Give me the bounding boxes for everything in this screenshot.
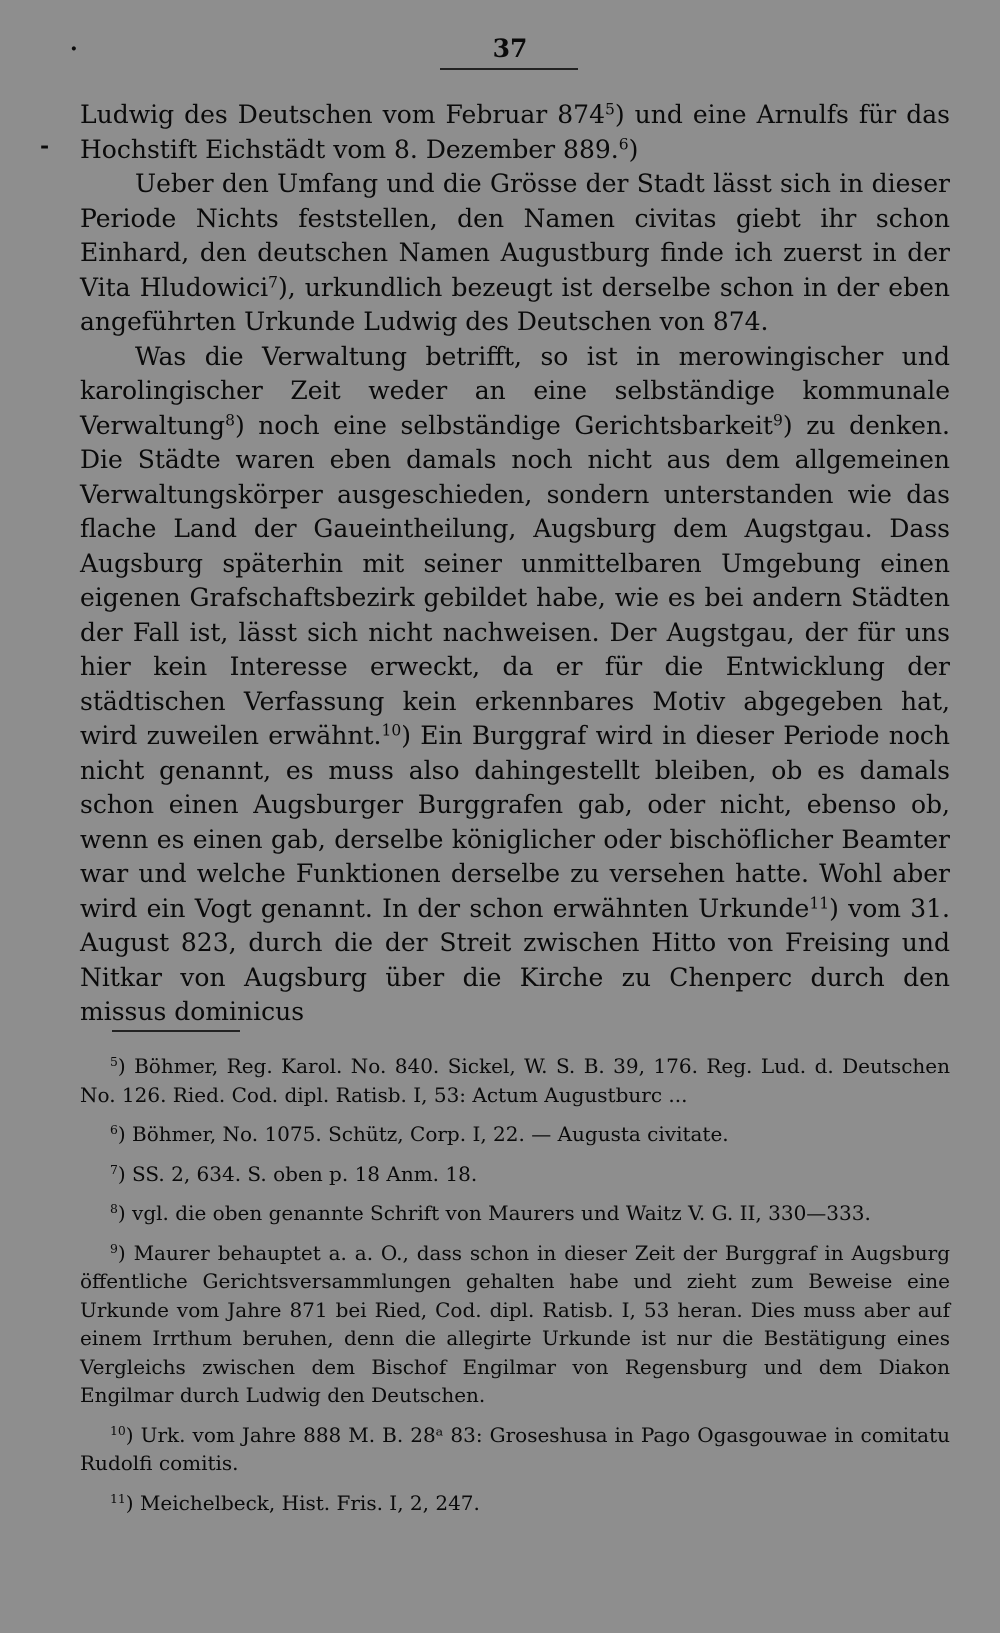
- footnote-separator: [112, 1030, 240, 1032]
- footnote: $^7$) SS. 2, 634. S. oben p. 18 Anm. 18.: [110, 1161, 478, 1186]
- footnote: $^8$) vgl. die oben genannte Schrift von Maurers und Waitz V. G. II, 330—333.: [110, 1201, 871, 1225]
- page-number-rule: [440, 68, 578, 70]
- footnote-mark: 9: [110, 1240, 118, 1256]
- footnote-mark: 11: [110, 1490, 126, 1506]
- footnote-ref: 8: [225, 410, 235, 429]
- footnote-ref: 6: [618, 134, 629, 153]
- page-number: 37: [492, 34, 528, 63]
- paragraph: Ueber den Umfang und die Grösse der Stadt lässt sich in dieser Periode Nichts feststellen, den Namen civitas giebt ihr schon Einhard, den deutschen Namen Augustburg finde ich zuerst in der Vita Hludowici$^7$), urkundlich bezeugt ist derselbe schon in der eben angeführten Urkunde Ludwig des Deutschen von 874.: [80, 169, 951, 336]
- footnote-mark: 10: [110, 1422, 126, 1438]
- paragraph: Ludwig des Deutschen vom Februar $874^5$) und eine Arnulfs für das Hochstift Eichstädt vom 8. Dezember 889.$^6$): [80, 100, 950, 164]
- footnote-mark: 8: [110, 1201, 118, 1217]
- body-text: [80, 98, 950, 1030]
- footnote-ref: 7: [268, 272, 278, 291]
- footnote-ref: 10: [381, 721, 402, 740]
- footnote-mark: 6: [110, 1122, 118, 1138]
- footnote-ref: 5: [604, 100, 615, 119]
- footnote-ref: 9: [772, 410, 783, 429]
- footnote-ref: 11: [809, 893, 830, 912]
- footnote-mark: 7: [110, 1161, 118, 1177]
- footnote: $^9$) Maurer behauptet a. a. O., dass schon in dieser Zeit der Burggraf in Augsburg öffentliche Gerichtsversammlungen gehalten habe und zieht zum Beweise eine Urkunde vom Jahre 871 bei Ried, Cod. dipl. Ratisb. I, 53 heran. Dies muss aber auf einem Irrthum beruhen, denn die allegirte Urkunde ist nur die Bestätigung eines Vergleichs zwischen dem Bischof Engilmar von Regensburg und dem Diakon Engilmar durch Ludwig den Deutschen.: [80, 1240, 950, 1407]
- footnote: $^{10}$) Urk. vom Jahre 888 M. B. 28ᵃ 83: Groseshusa in Pago Ogasgouwae in comitatu Rudolfi comitis.: [80, 1422, 950, 1475]
- footnote: $^{11}$) Meichelbeck, Hist. Fris. I, 2, 247.: [110, 1490, 480, 1515]
- footnote: $^6$) Böhmer, No. 1075. Schütz, Corp. I, 22. — Augusta civitate.: [110, 1122, 729, 1146]
- margin-mark-left: -: [40, 133, 50, 159]
- footnote-mark: 5: [110, 1054, 118, 1070]
- footnote: $^5$) Böhmer, Reg. Karol. No. 840. Sickel, W. S. B. 39, 176. Reg. Lud. d. Deutschen No. 126. Ried. Cod. dipl. Ratisb. I, 53: Actum Augustburc ...: [80, 1054, 950, 1107]
- paragraph: Was die Verwaltung betrifft, so ist in merowingischer und karolingischer Zeit weder an eine selbständige kommunale Verwaltung$^8$) noch eine selbständige Gerichtsbarkeit$^9$) zu denken. Die Städte waren eben damals noch nicht aus dem allgemeinen Verwaltungskörper ausgeschieden, sondern unterstanden wie das flache Land der Gaueintheilung, Augsburg dem Augstgau. Dass Augsburg späterhin mit seiner unmittelbaren Umgebung einen eigenen Grafschaftsbezirk gebildet habe, wie es bei andern Städten der Fall ist, lässt sich nicht nachweisen. Der Augstgau, der für uns hier kein Interesse erweckt, da er für die Entwicklung der städtischen Verfassung kein erkennbares Motiv abgegeben hat, wird zuweilen erwähnt.$^{10}$) Ein Burggraf wird in dieser Periode noch nicht genannt, es muss also dahingestellt bleiben, ob es damals schon einen Augsburger Burggrafen gab, oder nicht, ebenso ob, wenn es einen gab, derselbe königlicher oder bischöflicher Beamter war und welche Funktionen derselbe zu versehen hatte. Wohl aber wird ein Vogt genannt. In der schon erwähnten Urkunde$^{11}$) vom 31. August 823, durch die der Streit zwischen Hitto von Freising und Nitkar von Augsburg über die Kirche zu Chenperc durch den missus dominicus: [80, 341, 951, 1026]
- footnotes: [80, 1052, 950, 1528]
- margin-mark-top: ·: [70, 36, 78, 62]
